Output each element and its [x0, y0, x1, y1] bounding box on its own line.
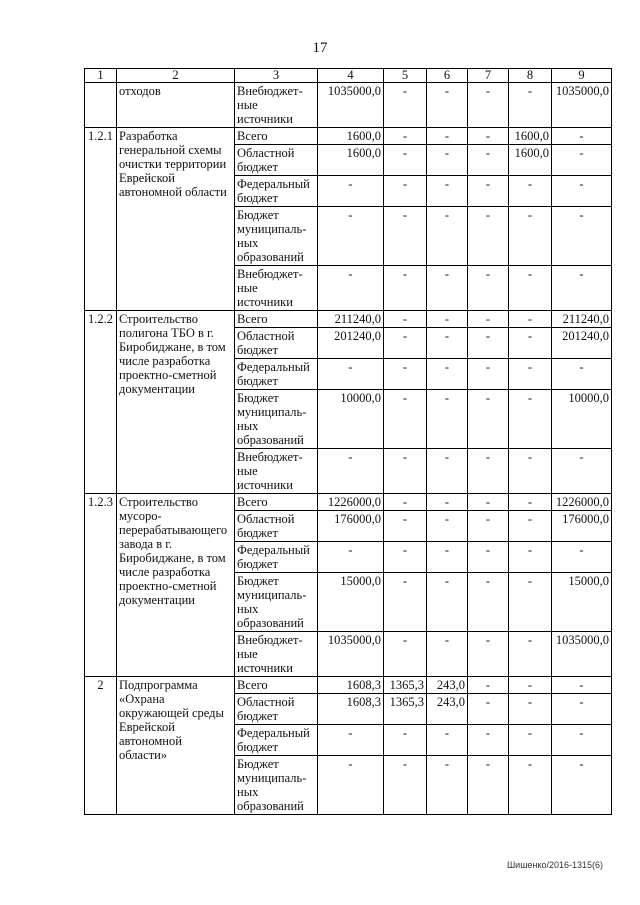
- amount-cell: -: [384, 145, 427, 176]
- amount-cell: -: [509, 632, 552, 677]
- amount-cell: -: [468, 328, 509, 359]
- amount-cell: -: [468, 632, 509, 677]
- amount-cell: -: [427, 756, 468, 815]
- amount-cell: -: [509, 176, 552, 207]
- table-body: [85, 69, 612, 815]
- amount-cell: 176000,0: [552, 511, 612, 542]
- column-header: 7: [468, 69, 509, 83]
- amount-cell: -: [384, 328, 427, 359]
- amount-cell: -: [318, 756, 384, 815]
- amount-cell: -: [468, 311, 509, 328]
- amount-cell: -: [509, 511, 552, 542]
- column-header: 4: [318, 69, 384, 83]
- amount-cell: 1608,3: [318, 694, 384, 725]
- amount-cell: -: [552, 677, 612, 694]
- amount-cell: -: [384, 542, 427, 573]
- amount-cell: 1600,0: [509, 128, 552, 145]
- amount-cell: -: [468, 756, 509, 815]
- table-row: [85, 494, 612, 511]
- amount-cell: -: [468, 390, 509, 449]
- amount-cell: -: [509, 725, 552, 756]
- funding-source: Всего: [235, 128, 318, 145]
- funding-source: Федеральный бюджет: [235, 542, 318, 573]
- item-name: отходов: [117, 83, 235, 128]
- amount-cell: -: [318, 449, 384, 494]
- table-row: [85, 128, 612, 145]
- amount-cell: -: [427, 207, 468, 266]
- funding-source: Внебюджет-ные источники: [235, 266, 318, 311]
- amount-cell: -: [384, 632, 427, 677]
- column-header: 6: [427, 69, 468, 83]
- amount-cell: -: [384, 266, 427, 311]
- column-header-row: [85, 69, 612, 83]
- item-name: Подпрограмма «Охрана окружающей среды Еврейской автономной области»: [117, 677, 235, 815]
- table-row: [85, 311, 612, 328]
- amount-cell: 10000,0: [552, 390, 612, 449]
- column-header: 5: [384, 69, 427, 83]
- amount-cell: -: [427, 83, 468, 128]
- amount-cell: 10000,0: [318, 390, 384, 449]
- amount-cell: 243,0: [427, 694, 468, 725]
- item-number: 2: [85, 677, 117, 815]
- funding-table: [84, 68, 612, 815]
- column-header: 1: [85, 69, 117, 83]
- amount-cell: 1035000,0: [552, 83, 612, 128]
- amount-cell: -: [468, 573, 509, 632]
- amount-cell: -: [384, 128, 427, 145]
- amount-cell: -: [468, 266, 509, 311]
- table-row: [85, 677, 612, 694]
- amount-cell: -: [468, 677, 509, 694]
- funding-source: Областной бюджет: [235, 511, 318, 542]
- funding-source: Бюджет муниципаль-ных образований: [235, 756, 318, 815]
- amount-cell: -: [318, 542, 384, 573]
- amount-cell: 1226000,0: [318, 494, 384, 511]
- amount-cell: -: [552, 542, 612, 573]
- funding-source: Всего: [235, 311, 318, 328]
- column-header: 3: [235, 69, 318, 83]
- amount-cell: -: [427, 449, 468, 494]
- amount-cell: -: [468, 725, 509, 756]
- amount-cell: 15000,0: [552, 573, 612, 632]
- funding-source: Федеральный бюджет: [235, 725, 318, 756]
- amount-cell: -: [384, 511, 427, 542]
- amount-cell: -: [552, 359, 612, 390]
- amount-cell: -: [509, 207, 552, 266]
- amount-cell: 201240,0: [552, 328, 612, 359]
- amount-cell: -: [552, 725, 612, 756]
- amount-cell: 1226000,0: [552, 494, 612, 511]
- funding-source: Федеральный бюджет: [235, 359, 318, 390]
- item-number: 1.2.3: [85, 494, 117, 677]
- funding-source: Внебюджет-ные источники: [235, 632, 318, 677]
- amount-cell: 15000,0: [318, 573, 384, 632]
- item-number: [85, 83, 117, 128]
- amount-cell: 201240,0: [318, 328, 384, 359]
- amount-cell: -: [427, 725, 468, 756]
- amount-cell: -: [509, 390, 552, 449]
- amount-cell: 1600,0: [509, 145, 552, 176]
- amount-cell: -: [468, 359, 509, 390]
- funding-source: Всего: [235, 494, 318, 511]
- amount-cell: -: [427, 494, 468, 511]
- amount-cell: -: [427, 311, 468, 328]
- amount-cell: -: [427, 145, 468, 176]
- item-name: Разработка генеральной схемы очистки территории Еврейской автономной области: [117, 128, 235, 311]
- amount-cell: -: [509, 542, 552, 573]
- amount-cell: -: [427, 542, 468, 573]
- amount-cell: -: [384, 756, 427, 815]
- amount-cell: 176000,0: [318, 511, 384, 542]
- amount-cell: -: [509, 756, 552, 815]
- funding-source: Бюджет муниципаль-ных образований: [235, 207, 318, 266]
- amount-cell: -: [318, 266, 384, 311]
- amount-cell: -: [509, 494, 552, 511]
- amount-cell: 1600,0: [318, 128, 384, 145]
- amount-cell: -: [318, 176, 384, 207]
- amount-cell: -: [468, 83, 509, 128]
- funding-source: Бюджет муниципаль-ных образований: [235, 573, 318, 632]
- amount-cell: -: [427, 359, 468, 390]
- amount-cell: -: [427, 266, 468, 311]
- amount-cell: -: [468, 511, 509, 542]
- footer-code: Шишенко/2016-1315(6): [506, 860, 603, 870]
- amount-cell: -: [552, 128, 612, 145]
- amount-cell: -: [384, 390, 427, 449]
- item-name: Строительство мусоро-перерабатывающего завода в г. Биробиджане, в том числе разработка проектно-сметной документации: [117, 494, 235, 677]
- funding-source: Внебюджет-ные источники: [235, 83, 318, 128]
- amount-cell: -: [509, 449, 552, 494]
- item-number: 1.2.2: [85, 311, 117, 494]
- amount-cell: 1035000,0: [318, 83, 384, 128]
- amount-cell: -: [552, 266, 612, 311]
- amount-cell: -: [552, 145, 612, 176]
- amount-cell: -: [427, 176, 468, 207]
- amount-cell: -: [427, 573, 468, 632]
- amount-cell: 1600,0: [318, 145, 384, 176]
- amount-cell: -: [318, 359, 384, 390]
- amount-cell: -: [552, 694, 612, 725]
- amount-cell: -: [509, 359, 552, 390]
- amount-cell: -: [384, 83, 427, 128]
- funding-source: Областной бюджет: [235, 145, 318, 176]
- amount-cell: -: [384, 207, 427, 266]
- amount-cell: -: [318, 207, 384, 266]
- amount-cell: 1035000,0: [318, 632, 384, 677]
- amount-cell: 1365,3: [384, 694, 427, 725]
- amount-cell: -: [427, 632, 468, 677]
- amount-cell: -: [468, 694, 509, 725]
- amount-cell: -: [427, 128, 468, 145]
- amount-cell: -: [468, 145, 509, 176]
- amount-cell: -: [427, 511, 468, 542]
- funding-source: Федеральный бюджет: [235, 176, 318, 207]
- amount-cell: 1035000,0: [552, 632, 612, 677]
- amount-cell: -: [468, 542, 509, 573]
- amount-cell: -: [427, 390, 468, 449]
- amount-cell: -: [318, 725, 384, 756]
- amount-cell: -: [427, 328, 468, 359]
- amount-cell: -: [509, 573, 552, 632]
- amount-cell: -: [509, 266, 552, 311]
- amount-cell: -: [468, 207, 509, 266]
- amount-cell: -: [468, 128, 509, 145]
- column-header: 8: [509, 69, 552, 83]
- item-name: Строительство полигона ТБО в г. Биробиджане, в том числе разработка проектно-сметной документации: [117, 311, 235, 494]
- amount-cell: -: [384, 573, 427, 632]
- amount-cell: 211240,0: [318, 311, 384, 328]
- amount-cell: -: [468, 449, 509, 494]
- amount-cell: -: [384, 311, 427, 328]
- amount-cell: -: [552, 176, 612, 207]
- funding-source: Бюджет муниципаль-ных образований: [235, 390, 318, 449]
- amount-cell: 211240,0: [552, 311, 612, 328]
- amount-cell: 1608,3: [318, 677, 384, 694]
- amount-cell: -: [509, 677, 552, 694]
- amount-cell: -: [468, 494, 509, 511]
- amount-cell: -: [384, 176, 427, 207]
- amount-cell: -: [384, 725, 427, 756]
- column-header: 9: [552, 69, 612, 83]
- amount-cell: -: [384, 449, 427, 494]
- amount-cell: -: [509, 83, 552, 128]
- column-header: 2: [117, 69, 235, 83]
- amount-cell: -: [552, 207, 612, 266]
- amount-cell: -: [509, 694, 552, 725]
- page-number: 17: [312, 40, 328, 56]
- funding-source: Всего: [235, 677, 318, 694]
- amount-cell: 243,0: [427, 677, 468, 694]
- amount-cell: -: [384, 359, 427, 390]
- amount-cell: -: [552, 449, 612, 494]
- item-number: 1.2.1: [85, 128, 117, 311]
- amount-cell: -: [384, 494, 427, 511]
- amount-cell: -: [509, 328, 552, 359]
- table-row: [85, 83, 612, 128]
- funding-source: Областной бюджет: [235, 328, 318, 359]
- funding-source: Областной бюджет: [235, 694, 318, 725]
- amount-cell: 1365,3: [384, 677, 427, 694]
- amount-cell: -: [468, 176, 509, 207]
- funding-source: Внебюджет-ные источники: [235, 449, 318, 494]
- amount-cell: -: [552, 756, 612, 815]
- amount-cell: -: [509, 311, 552, 328]
